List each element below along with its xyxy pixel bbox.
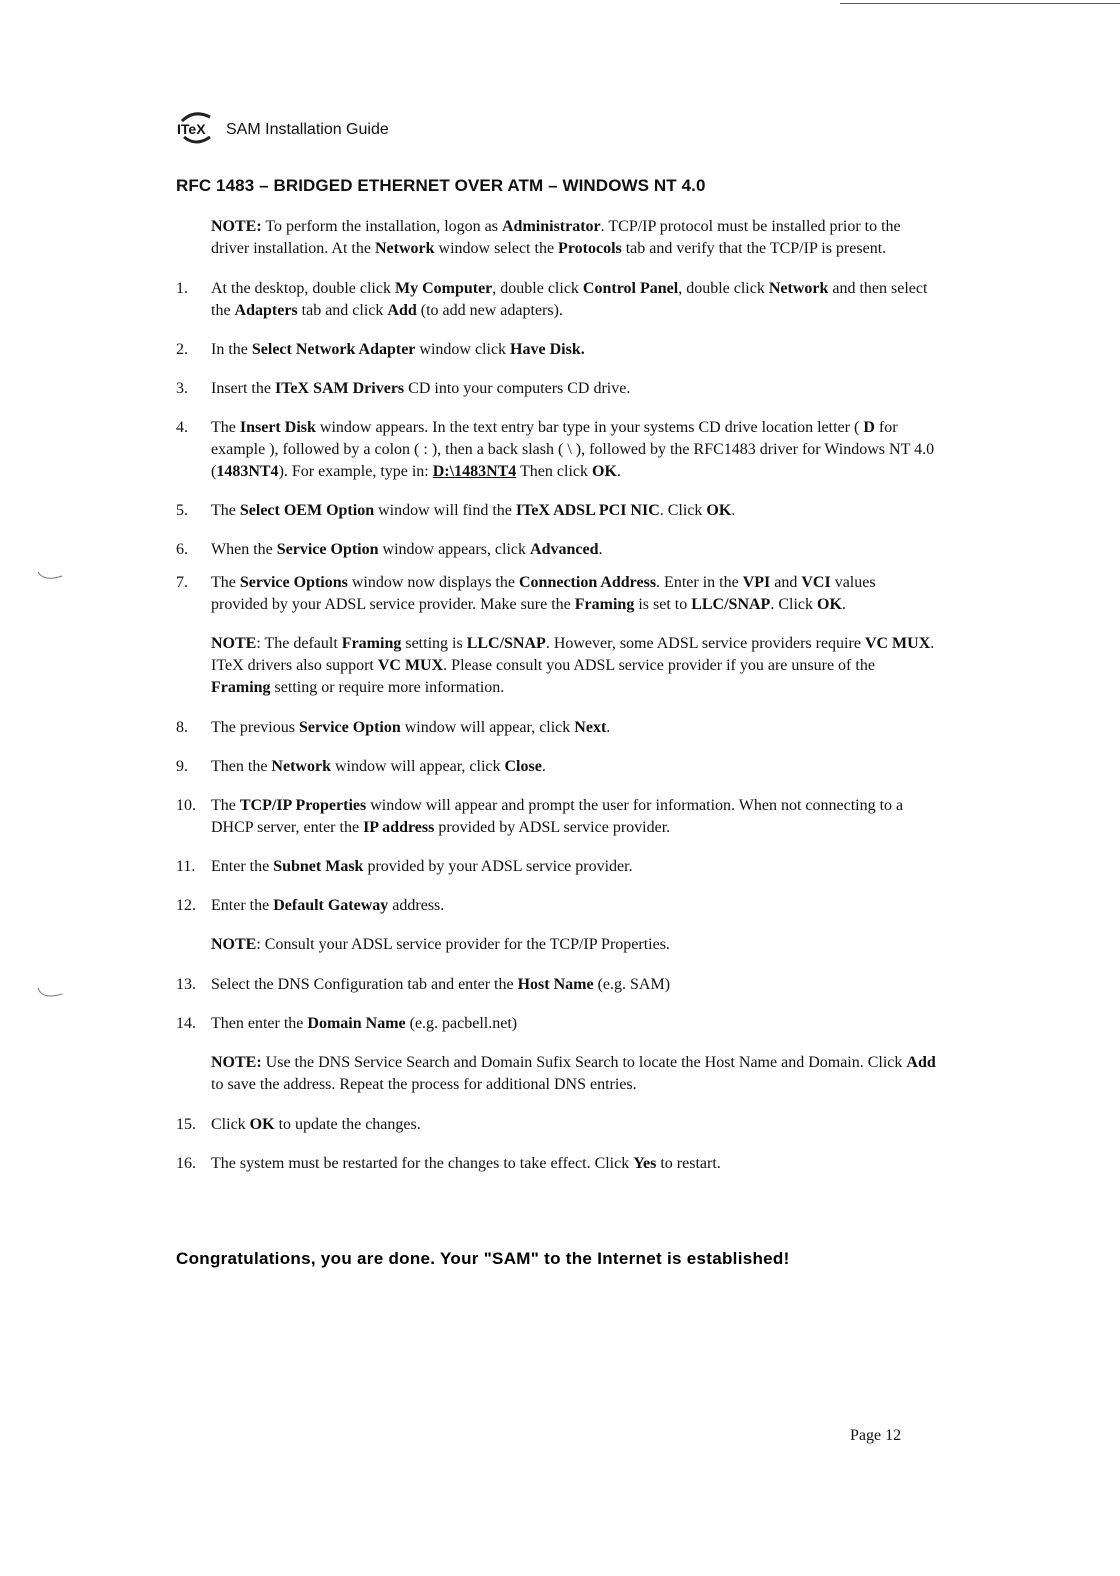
step-15: 15. Click OK to update the changes. [176,1116,421,1133]
svg-text:ITeX: ITeX [177,121,206,137]
note-3: NOTE: Consult your ADSL service provider for the TCP/IP Properties. [211,936,670,953]
note-1: NOTE: To perform the installation, logon as Administrator. TCP/IP protocol must be installed prior to the driver installation. At the Network window select the Protocols tab and verify that the TCP/IP is present. [211,218,901,257]
section-title: RFC 1483 – BRIDGED ETHERNET OVER ATM – WINDOWS NT 4.0 [176,176,706,195]
step-14: 14. Then enter the Domain Name (e.g. pacbell.net) [176,1015,518,1032]
top-scan-line [840,3,1120,4]
step-1: 1. At the desktop, double click My Computer, double click Control Panel, double click Network and then select the Adapters tab and click Add (to add new adapters). [176,280,928,319]
instructions-body [176,216,936,1192]
itex-logo-icon [176,107,222,147]
step-5: 5. The Select OEM Option window will find the ITeX ADSL PCI NIC. Click OK. [176,502,736,519]
page-number: Page 12 [850,1427,902,1444]
step-8: 8. The previous Service Option window will appear, click Next. [176,719,611,736]
step-2: 2. In the Select Network Adapter window click Have Disk. [176,341,585,358]
scan-mark-icon [36,986,66,1002]
step-12: 12. Enter the Default Gateway address. [176,897,445,914]
scan-mark-icon [36,570,66,584]
note-2: NOTE: The default Framing setting is LLC/SNAP. However, some ADSL service providers require VC MUX. ITeX drivers also support VC MUX. Please consult you ADSL service provider if you are unsure of the Framing setting or require more information. [211,635,935,696]
step-3: 3. Insert the ITeX SAM Drivers CD into your computers CD drive. [176,380,631,397]
step-13: 13. Select the DNS Configuration tab and enter the Host Name (e.g. SAM) [176,976,671,993]
step-4: 4. The Insert Disk window appears. In the text entry bar type in your systems CD drive location letter ( D for example ), followed by a colon ( : ), then a back slash ( \ ), followed by the RFC1483 driver for Windows NT 4.0 (1483NT4). For example, type in: D:\1483NT4 Then click OK. [176,419,935,480]
step-10: 10. The TCP/IP Properties window will appear and prompt the user for information. When not connecting to a DHCP server, enter the IP address provided by ADSL service provider. [176,797,904,836]
note-4: NOTE: Use the DNS Service Search and Domain Sufix Search to locate the Host Name and Domain. Click Add to save the address. Repeat the process for additional DNS entries. [211,1054,936,1093]
step-9: 9. Then the Network window will appear, click Close. [176,758,546,775]
step-6: 6. When the Service Option window appears, click Advanced. [176,541,603,558]
congratulations-message: Congratulations, you are done. Your "SAM" to the Internet is established! [176,1249,790,1268]
step-16: 16. The system must be restarted for the changes to take effect. Click Yes to restart. [176,1155,721,1172]
step-7: 7. The Service Options window now displays the Connection Address. Enter in the VPI and VCI values provided by your ADSL service provider. Make sure the Framing is set to LLC/SNAP. Click OK. [176,574,876,613]
step-11: 11. Enter the Subnet Mask provided by your ADSL service provider. [176,858,633,875]
guide-title: SAM Installation Guide [226,121,389,138]
page-header [176,107,389,147]
